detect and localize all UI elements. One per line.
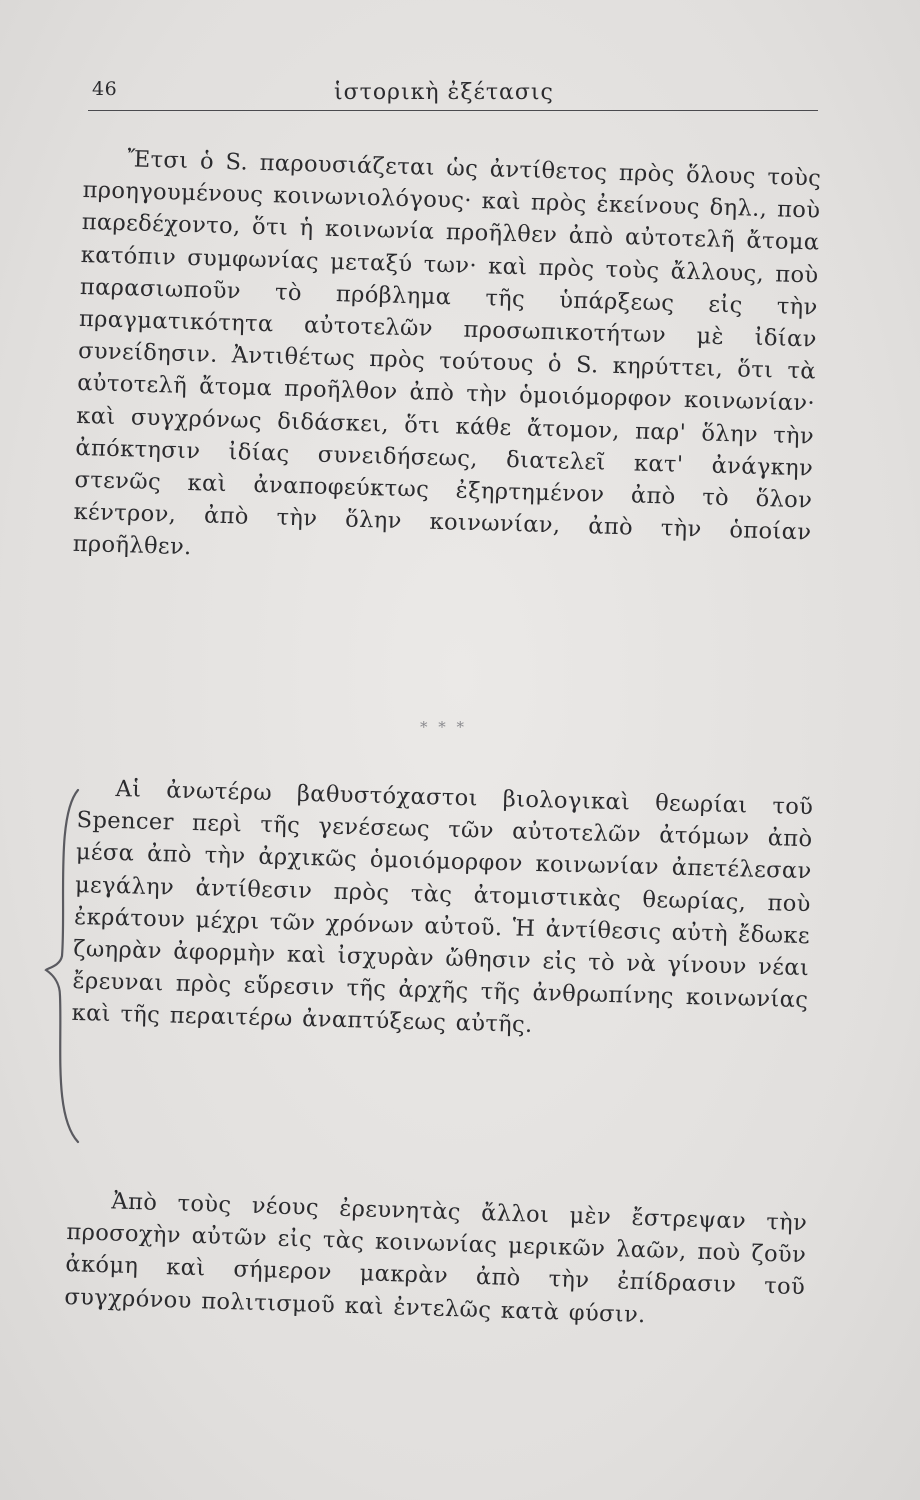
page-number: 46 bbox=[92, 78, 118, 100]
paragraph-2: Αἱ ἀνωτέρω βαθυστόχαστοι βιολογικαὶ θεωρίαι τοῦ Spencer περὶ τῆς γενέσεως τῶν αὐτοτελῶν ἀτόμων ἀπὸ μέσα ἀπὸ τὴν ἀρχικῶς ὁμοιόμορφον κοινωνίαν ἀπετέλεσαν μεγάλην ἀντίθεσιν πρὸς τὰς ἀτομιστικὰς θεωρίας, ποὺ ἐκράτουν μέχρι τῶν χρόνων αὐτοῦ. Ἡ ἀντίθεσις αὐτὴ ἔδωκε ζωηρὰν ἀφορμὴν καὶ ἰσχυρὰν ὤθησιν εἰς τὸ νὰ γίνουν νέαι ἔρευναι πρὸς εὕρεσιν τῆς ἀρχῆς τῆς ἀνθρωπίνης κοινωνίας καὶ τῆς περαιτέρω ἀναπτύξεως αὐτῆς. bbox=[71, 775, 814, 1039]
running-head bbox=[88, 70, 816, 118]
paragraph-1: Ἔτσι ὁ S. παρουσιάζεται ὡς ἀντίθετος πρὸς ὅλους τοὺς προηγουμένους κοινωνιολόγους· καὶ πρὸς ἐκείνους δηλ., ποὺ παρεδέχοντο, ὅτι ἡ κοινωνία προῆλθεν ἀπὸ αὐτοτελῆ ἄτομα κατόπιν συμφωνίας μεταξύ των· καὶ πρὸς τοὺς ἄλλους, ποὺ παρασιωποῦν τὸ πρόβλημα τῆς ὑπάρξεως εἰς τὴν πραγματικότητα αὐτοτελῶν προσωπικοτήτων μὲ ἰδίαν συνείδησιν. Ἀντιθέτως πρὸς τούτους ὁ S. κηρύττει, ὅτι τὰ αὐτοτελῆ ἄτομα προῆλθον ἀπὸ τὴν ὁμοιόμορφον κοινωνίαν· καὶ συγχρόνως διδάσκει, ὅτι κάθε ἄτομον, παρ' ὅλην τὴν ἀπόκτησιν ἰδίας συνειδήσεως, διατελεῖ κατ' ἀνάγκην στενῶς καὶ ἀναποφεύκτως ἐξηρτημένον ἀπὸ τὸ ὅλον κέντρον, ἀπὸ τὴν ὅλην κοινωνίαν, ἀπὸ τὴν ὁποίαν προῆλθεν. bbox=[72, 146, 822, 561]
running-title: ἱστορικὴ ἐξέτασις bbox=[334, 80, 554, 105]
paragraph-3: Ἀπὸ τοὺς νέους ἐρευνητὰς ἄλλοι μὲν ἔστρεψαν τὴν προσοχὴν αὐτῶν εἰς τὰς κοινωνίας μερικῶν λαῶν, ποὺ ζοῦν ἀκόμη καὶ σήμερον μακρὰν ἀπὸ τὴν ἐπίδρασιν τοῦ συγχρόνου πολιτισμοῦ καὶ ἐντελῶς κατὰ φύσιν. bbox=[64, 1188, 808, 1328]
header-rule bbox=[88, 110, 818, 111]
section-separator: * * * bbox=[420, 718, 468, 736]
